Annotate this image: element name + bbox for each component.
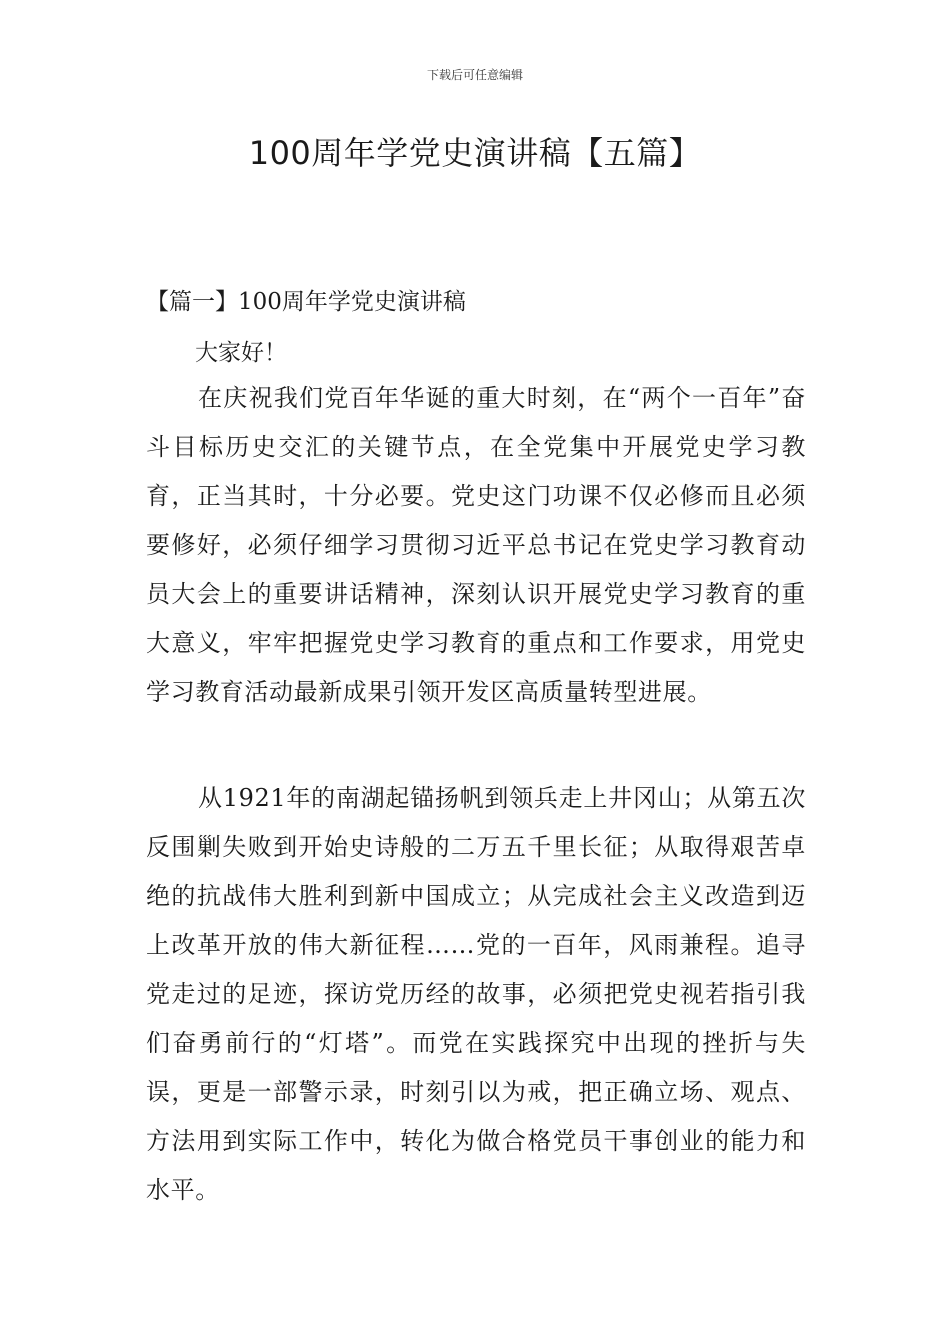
paragraph-2: 从1921年的南湖起锚扬帆到领兵走上井冈山；从第五次反围剿失败到开始史诗般的二万五千里长征；从取得艰苦卓绝的抗战伟大胜利到新中国成立；从完成社会主义改造到迈上改革开放的伟大新征程……党的一百年，风雨兼程。追寻党走过的足迹，探访党历经的故事，必须把党史视若指引我们奋勇前行的“灯塔”。而党在实践探究中出现的挫折与失误，更是一部警示录，时刻引以为戒，把正确立场、观点、方法用到实际工作中，转化为做合格党员干事创业的能力和水平。 <box>146 784 806 1204</box>
paragraph-1: 在庆祝我们党百年华诞的重大时刻，在“两个一百年”奋斗目标历史交汇的关键节点，在全党集中开展党史学习教育，正当其时，十分必要。党史这门功课不仅必修而且必须要修好，必须仔细学习贯彻习近平总书记在党史学习教育动员大会上的重要讲话精神，深刻认识开展党史学习教育的重大意义，牢牢把握党史学习教育的重点和工作要求，用党史学习教育活动最新成果引领开发区高质量转型进展。 <box>146 384 806 706</box>
section-heading: 【篇一】100周年学党史演讲稿 <box>146 289 466 315</box>
header-note: 下载后可任意编辑 <box>426 68 523 82</box>
greeting: 大家好！ <box>195 340 287 366</box>
document-title: 100周年学党史演讲稿【五篇】 <box>248 134 702 172</box>
